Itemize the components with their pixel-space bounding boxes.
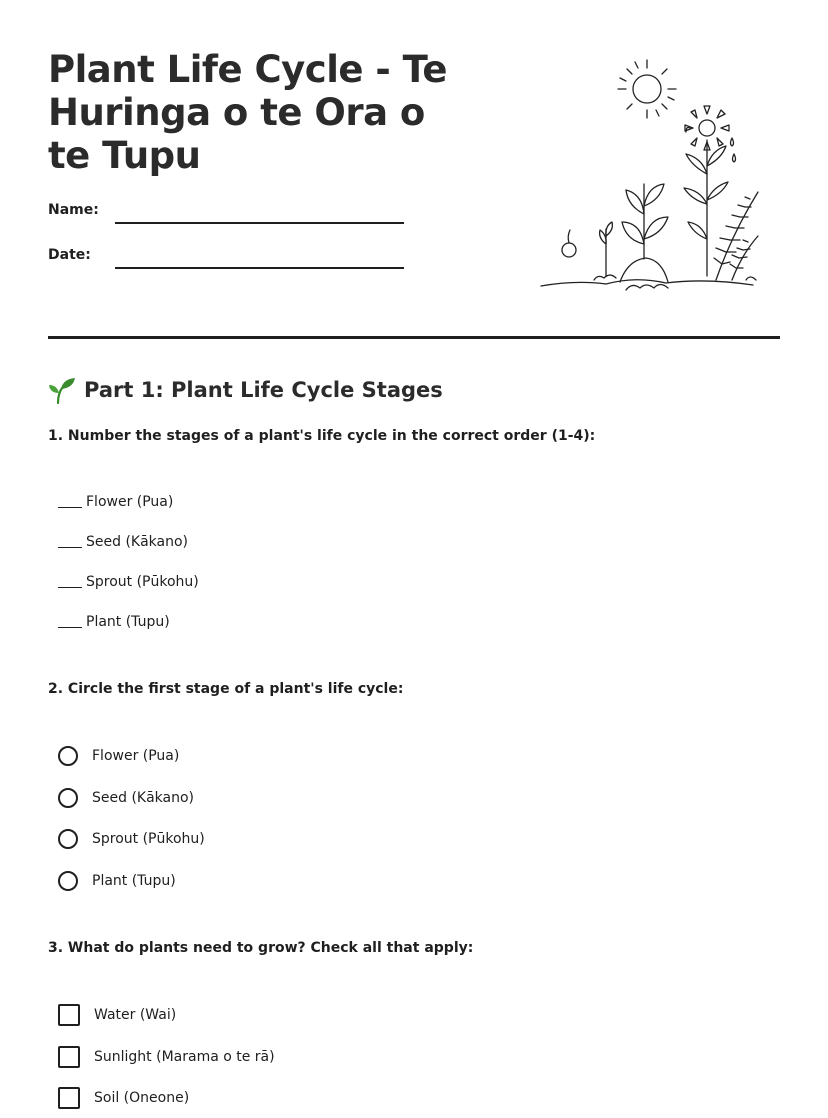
- part1-heading: [48, 374, 443, 406]
- young-plant-icon: [620, 184, 668, 290]
- worksheet-page: [48, 0, 780, 1118]
- radio-circle[interactable]: [58, 746, 78, 766]
- name-field[interactable]: [48, 202, 408, 232]
- order-blank[interactable]: [58, 577, 82, 588]
- order-item-label: Sprout (Pūkohu): [86, 574, 199, 590]
- order-item-seed[interactable]: [58, 532, 188, 552]
- plant-growth-illustration: [536, 54, 766, 304]
- header-divider: [48, 336, 780, 339]
- seed-icon: [562, 230, 576, 257]
- radio-option-flower[interactable]: [58, 744, 179, 768]
- order-item-flower[interactable]: [58, 492, 173, 512]
- checkbox-option-label: Sunlight (Marama o te rā): [94, 1049, 275, 1065]
- checkbox[interactable]: [58, 1046, 80, 1068]
- date-line[interactable]: [115, 267, 404, 269]
- radio-option-seed[interactable]: [58, 786, 194, 810]
- checkbox[interactable]: [58, 1087, 80, 1109]
- order-item-plant[interactable]: [58, 612, 170, 632]
- q2-prompt: 2. Circle the first stage of a plant's life cycle:: [48, 681, 404, 697]
- order-item-sprout[interactable]: [58, 572, 199, 592]
- order-blank[interactable]: [58, 617, 82, 628]
- radio-option-label: Seed (Kākano): [92, 790, 195, 806]
- order-item-label: Flower (Pua): [86, 494, 174, 510]
- checkbox[interactable]: [58, 1004, 80, 1026]
- date-field[interactable]: [48, 247, 408, 277]
- fern-icon: [714, 192, 758, 280]
- radio-circle[interactable]: [58, 829, 78, 849]
- checkbox-option-soil[interactable]: [58, 1086, 189, 1110]
- water-drop-icon: [731, 138, 736, 162]
- sun-icon: [618, 60, 676, 118]
- sprout-icon: [594, 222, 616, 280]
- part1-title: Part 1: Plant Life Cycle Stages: [84, 378, 443, 402]
- q3-prompt: 3. What do plants need to grow? Check all that apply:: [48, 940, 474, 956]
- q1-prompt: 1. Number the stages of a plant's life cycle in the correct order (1-4):: [48, 428, 596, 444]
- radio-option-plant[interactable]: [58, 869, 176, 893]
- checkbox-option-label: Water (Wai): [94, 1007, 177, 1023]
- name-label: Name:: [48, 202, 99, 218]
- date-label: Date:: [48, 247, 91, 263]
- order-blank[interactable]: [58, 497, 82, 508]
- checkbox-option-sunlight[interactable]: [58, 1045, 275, 1069]
- order-blank[interactable]: [58, 537, 82, 548]
- seedling-icon: [48, 376, 76, 404]
- radio-option-sprout[interactable]: [58, 827, 205, 851]
- checkbox-option-label: Soil (Oneone): [94, 1090, 190, 1106]
- worksheet-title: Plant Life Cycle - Te Huringa o te Ora o te Tupu: [48, 48, 448, 177]
- checkbox-option-water[interactable]: [58, 1003, 176, 1027]
- radio-option-label: Sprout (Pūkohu): [92, 831, 205, 847]
- radio-circle[interactable]: [58, 788, 78, 808]
- radio-circle[interactable]: [58, 871, 78, 891]
- name-line[interactable]: [115, 222, 404, 224]
- order-item-label: Seed (Kākano): [86, 534, 189, 550]
- order-item-label: Plant (Tupu): [86, 614, 170, 630]
- radio-option-label: Flower (Pua): [92, 748, 180, 764]
- radio-option-label: Plant (Tupu): [92, 873, 176, 889]
